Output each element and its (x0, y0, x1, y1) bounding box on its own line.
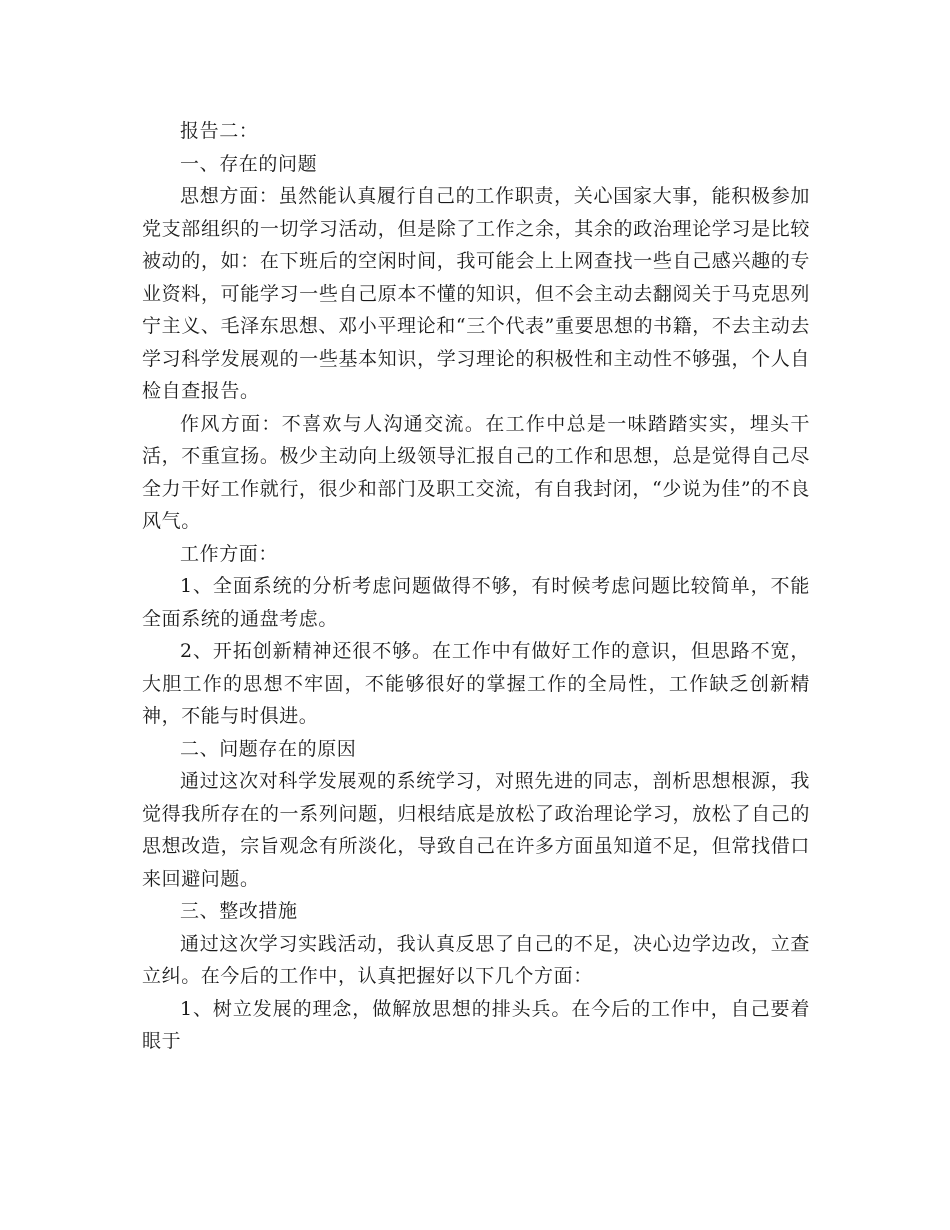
section-heading-problems: 一、存在的问题 (180, 152, 318, 175)
paragraph-measures-intro: 通过这次学习实践活动，我认真反思了自己的不足，决心边学边改，立查立纠。在今后的工作中，认真把握好以下几个方面： (142, 932, 810, 987)
section-heading-causes: 二、问题存在的原因 (180, 737, 357, 760)
section-heading-measures: 三、整改措施 (180, 900, 298, 922)
paragraph-work-style: 作风方面：不喜欢与人沟通交流。在工作中总是一味踏踏实实，埋头干活，不重宣扬。极少主动向上级领导汇报自己的工作和思想，总是觉得自己尽全力干好工作就行，很少和部门及职工交流，有自我封闭，“少说为佳”的不良风气。 (142, 412, 810, 532)
paragraph-thinking: 思想方面：虽然能认真履行自己的工作职责，关心国家大事，能积极参加党支部组织的一切学习活动，但是除了工作之余，其余的政治理论学习是比较被动的，如：在下班后的空闲时间，我可能会上上网查找一些自己感兴趣的专业资料，可能学习一些自己原本不懂的知识，但不会主动去翻阅关于马克思列宁主义、毛泽东思想、邓小平理论和“三个代表”重要思想的书籍，不去主动去学习科学发展观的一些基本知识，学习理论的积极性和主动性不够强，个人自检自查报告。 (142, 185, 810, 402)
paragraph-work-aspect-heading: 工作方面： (180, 542, 279, 565)
paragraph-work-item-2: 2、开拓创新精神还很不够。在工作中有做好工作的意识，但思路不宽，大胆工作的思想不牢固，不能够很好的掌握工作的全局性，工作缺乏创新精神，不能与时俱进。 (142, 640, 810, 727)
document-body (142, 115, 810, 1058)
paragraph-measures-item-1: 1、树立发展的理念，做解放思想的排头兵。在今后的工作中，自己要着眼于 (142, 997, 810, 1052)
report-title: 报告二： (180, 120, 259, 142)
paragraph-work-item-1: 1、全面系统的分析考虑问题做得不够，有时候考虑问题比较简单，不能全面系统的通盘考虑。 (142, 575, 810, 630)
paragraph-causes: 通过这次对科学发展观的系统学习，对照先进的同志，剖析思想根源，我觉得我所存在的一系列问题，归根结底是放松了政治理论学习，放松了自己的思想改造，宗旨观念有所淡化，导致自己在许多方面虽知道不足，但常找借口来回避问题。 (142, 770, 810, 890)
